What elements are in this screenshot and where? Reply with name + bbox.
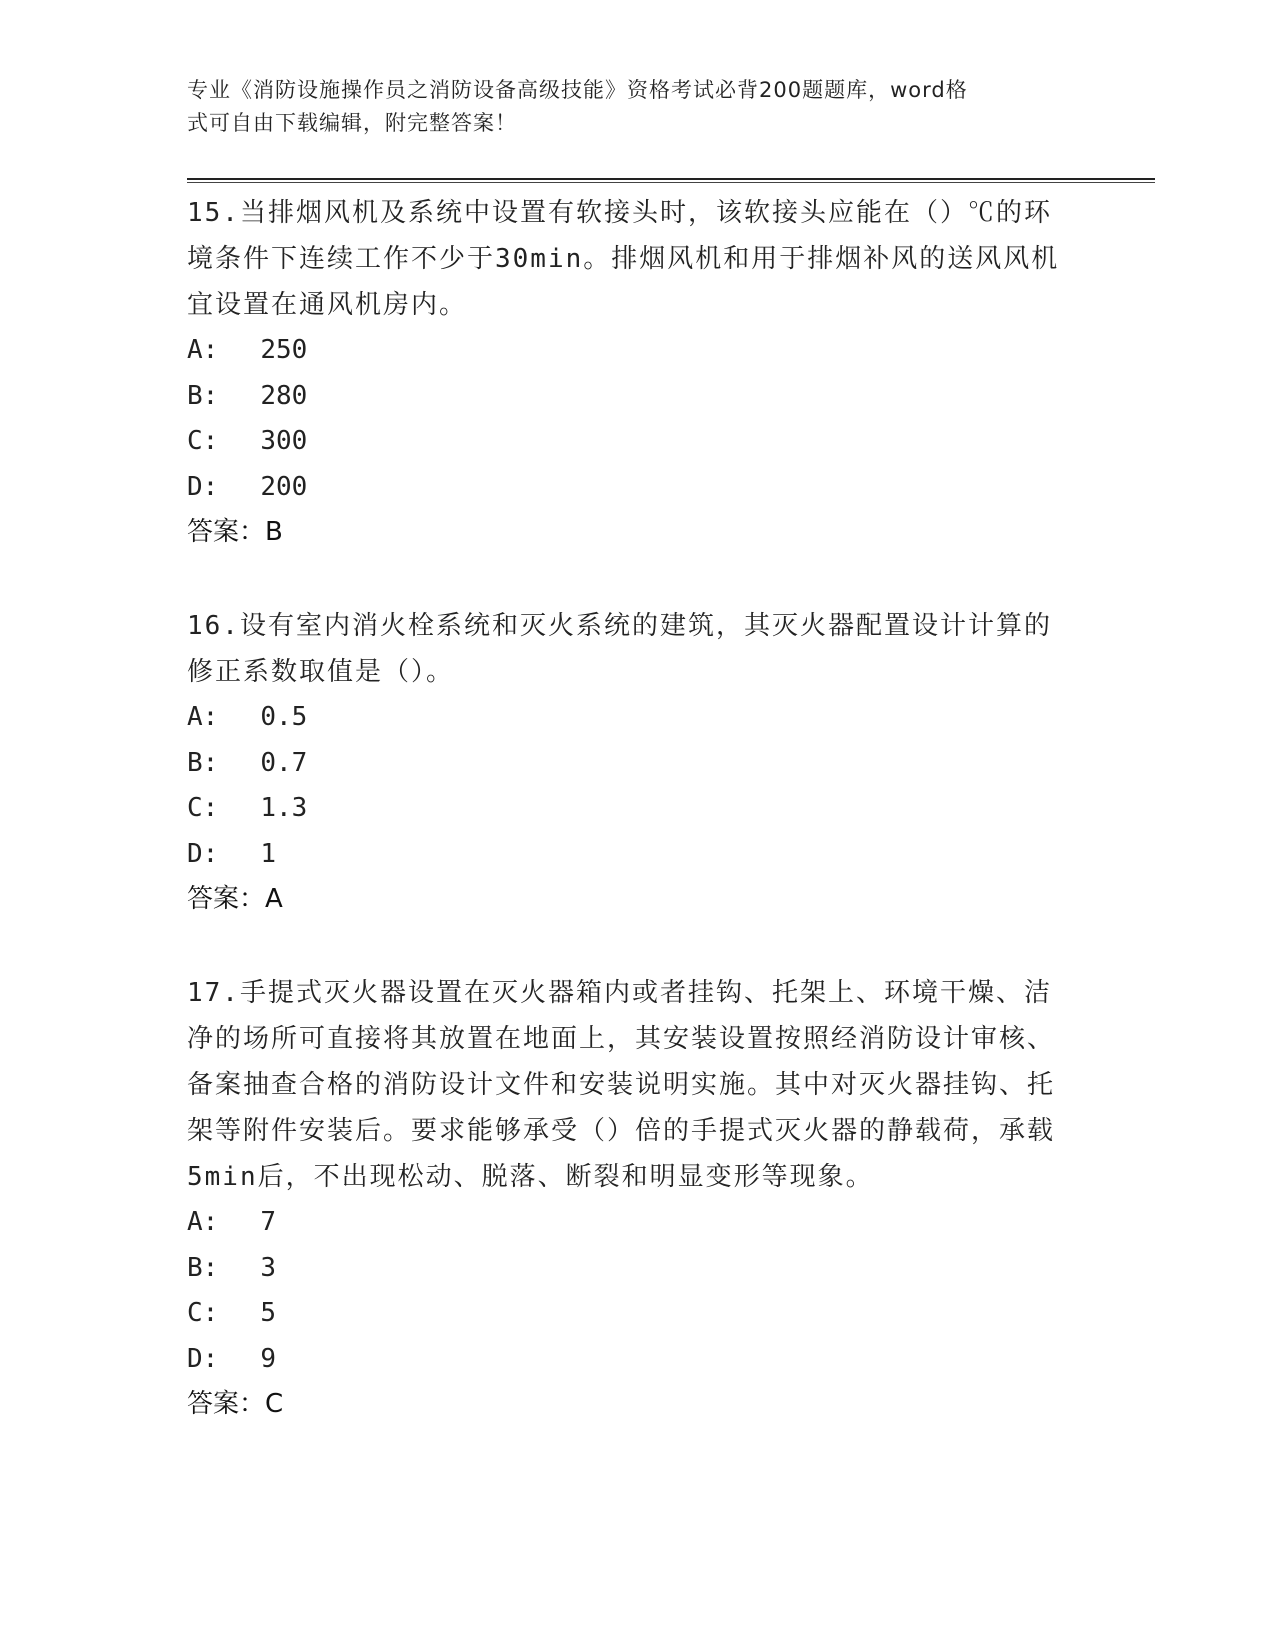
answer-line: 答案：C bbox=[187, 1389, 284, 1419]
header-line-1: 专业《消防设施操作员之消防设备高级技能》资格考试必背200题题库，word格 bbox=[187, 78, 968, 102]
header-divider bbox=[187, 178, 1155, 183]
option-letter: C: bbox=[187, 426, 219, 456]
header-line-2: 式可自由下载编辑，附完整答案！ bbox=[187, 111, 517, 135]
option-letter: C: bbox=[187, 1298, 219, 1328]
option-text: 1 bbox=[260, 838, 276, 869]
option-letter: C: bbox=[187, 793, 219, 823]
question-stem: 16.设有室内消火栓系统和灭火系统的建筑，其灭火器配置设计计算的修正系数取值是（）。 bbox=[187, 611, 1052, 687]
question-stem: 15.当排烟风机及系统中设置有软接头时，该软接头应能在（）℃的环境条件下连续工作不少于30min。排烟风机和用于排烟补风的送风风机宜设置在通风机房内。 bbox=[187, 198, 1060, 320]
option-b bbox=[187, 741, 1087, 787]
option-letter: D: bbox=[187, 838, 219, 869]
option-text: 200 bbox=[260, 471, 308, 502]
option-text: 9 bbox=[260, 1343, 276, 1374]
option-letter: A: bbox=[187, 702, 219, 732]
option-letter: B: bbox=[187, 1252, 219, 1283]
answer-line: 答案：A bbox=[187, 884, 283, 914]
option-letter: D: bbox=[187, 1343, 219, 1374]
option-text: 280 bbox=[260, 380, 308, 411]
document-header bbox=[187, 74, 1067, 140]
option-letter: D: bbox=[187, 471, 219, 502]
option-letter: A: bbox=[187, 1207, 219, 1237]
option-text: 5 bbox=[260, 1298, 276, 1328]
question-17 bbox=[187, 970, 1087, 1427]
question-15 bbox=[187, 190, 1087, 555]
option-d bbox=[187, 832, 1087, 878]
option-text: 3 bbox=[260, 1252, 276, 1283]
option-text: 250 bbox=[260, 335, 308, 365]
option-a bbox=[187, 695, 1087, 741]
question-stem: 17.手提式灭火器设置在灭火器箱内或者挂钩、托架上、环境干燥、洁净的场所可直接将其放置在地面上，其安装设置按照经消防设计审核、备案抽查合格的消防设计文件和安装说明实施。其中对灭火器挂钩、托架等附件安装后。要求能够承受（）倍的手提式灭火器的静载荷，承载5min后，不出现松动、脱落、断裂和明显变形等现象。 bbox=[187, 978, 1056, 1192]
option-letter: A: bbox=[187, 335, 219, 365]
answer-line: 答案：B bbox=[187, 517, 283, 547]
option-c bbox=[187, 1291, 1087, 1337]
option-c bbox=[187, 786, 1087, 832]
option-c bbox=[187, 419, 1087, 465]
option-a bbox=[187, 328, 1087, 374]
option-letter: B: bbox=[187, 380, 219, 411]
option-a bbox=[187, 1200, 1087, 1246]
question-16 bbox=[187, 603, 1087, 922]
option-b bbox=[187, 374, 1087, 420]
option-text: 300 bbox=[260, 426, 308, 456]
option-d bbox=[187, 1337, 1087, 1383]
divider-thin-line bbox=[187, 182, 1155, 183]
option-text: 7 bbox=[260, 1207, 276, 1237]
option-text: 1.3 bbox=[260, 793, 308, 823]
option-text: 0.7 bbox=[260, 747, 308, 778]
question-list bbox=[187, 190, 1087, 1475]
option-d bbox=[187, 465, 1087, 511]
option-text: 0.5 bbox=[260, 702, 308, 732]
option-letter: B: bbox=[187, 747, 219, 778]
option-b bbox=[187, 1246, 1087, 1292]
